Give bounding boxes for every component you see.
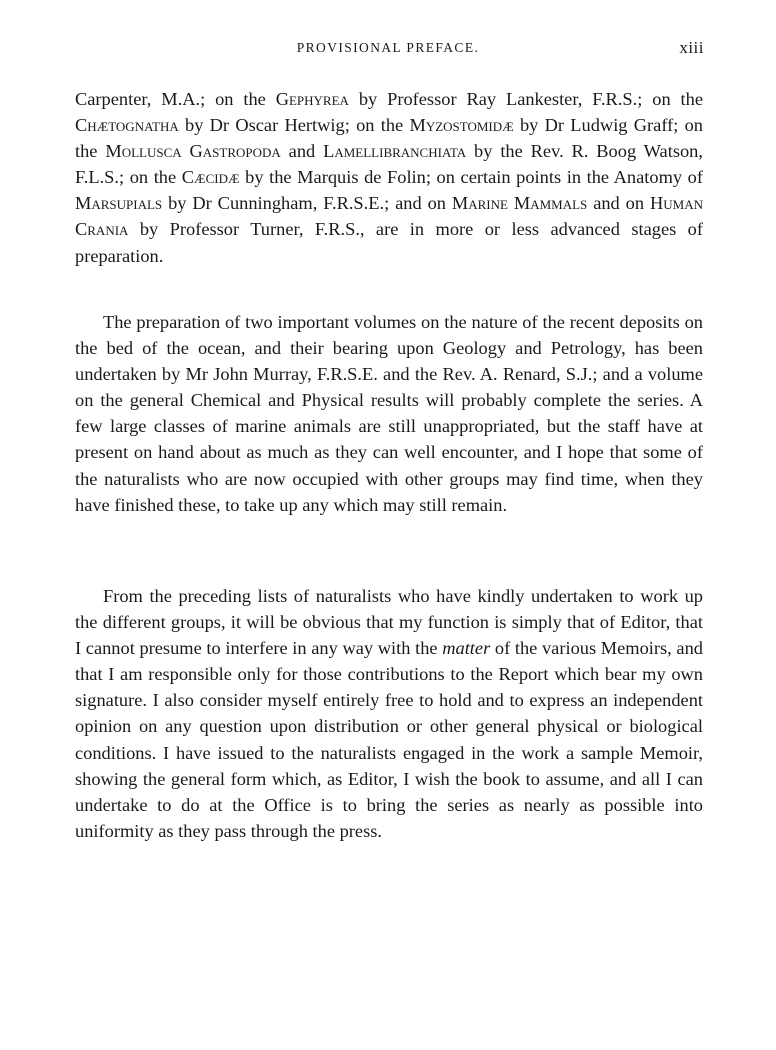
body-text: by the Marquis de Folin; on certain points in the Anatomy of [239, 167, 704, 188]
body-text: by Professor Ray Lankester, F.R.S.; on the [348, 89, 703, 109]
running-head [0, 36, 776, 66]
body-text: and [280, 141, 324, 162]
body-text: The preparation of two important volumes on the nature of the recent deposits on the bed of the ocean, and their bearing upon Geology and Petrology, has been undertaken by Mr John Murray, F.R.S.E. and the Rev. A. Renard, S.J.; and a volume on the general Chemical and Physical results will probably complete the series. A few large classes of marine animals are still unappropriated, but the staff have at present on hand about as much as they can well encounter, and I hope that some of the naturalists who are now occupied with other groups may find time, when they have finished these, to take up any which may still remain. [75, 312, 703, 515]
taxon-name: Mollusca Gastropoda [105, 141, 281, 162]
body-text: Carpenter, M.A.; on the [75, 89, 276, 109]
paragraph-3 [75, 583, 703, 844]
taxon-name: Chætognatha [75, 115, 179, 136]
body-text: From the preceding lists of naturalists who have kindly undertaken to work up the different groups, it will be obvious that my function is simply that of Editor, that I cannot presume to interfere in any way with the [75, 586, 703, 659]
running-title: PROVISIONAL PREFACE. [296, 40, 480, 55]
body-text: and on [587, 193, 650, 214]
paragraph-2 [75, 309, 703, 518]
body-text: by Dr Cunningham, F.R.S.E.; and on [162, 193, 452, 214]
body-text: of the various Memoirs, and that I am responsible only for those contributions to the Report which bear my own signature. I also consider myself entirely free to hold and to express an independent opinion on any question upon distribution or other general physical or biological conditions. I have issued to the naturalists engaged in the work a sample Memoir, showing the general form which, as Editor, I wish the book to assume, and all I can undertake to do at the Office is to bring the series as nearly as possible into uniformity as they pass through the press. [75, 638, 703, 841]
body-text: by Dr Ludwig Graff; on the [75, 115, 703, 162]
body-text: by the Rev. R. Boog Watson, F.L.S.; on the [75, 141, 703, 188]
emphasis-text: matter [442, 638, 491, 659]
paragraph-1 [75, 86, 703, 269]
body-text: by Dr Oscar Hertwig; on the [178, 115, 410, 136]
taxon-name: Gephyrea [275, 89, 349, 109]
taxon-name: Marsupials [75, 193, 163, 214]
taxon-name: Lamellibranchiata [323, 141, 467, 162]
taxon-name: Marine Mammals [451, 193, 588, 214]
taxon-name: Cæcidæ [181, 167, 240, 188]
page-number: xiii [679, 38, 704, 57]
taxon-name: Human Crania [75, 193, 703, 240]
body-text: by Professor Turner, F.R.S., are in more or less advanced stages of preparation. [75, 219, 703, 266]
taxon-name: Myzostomidæ [409, 115, 514, 136]
